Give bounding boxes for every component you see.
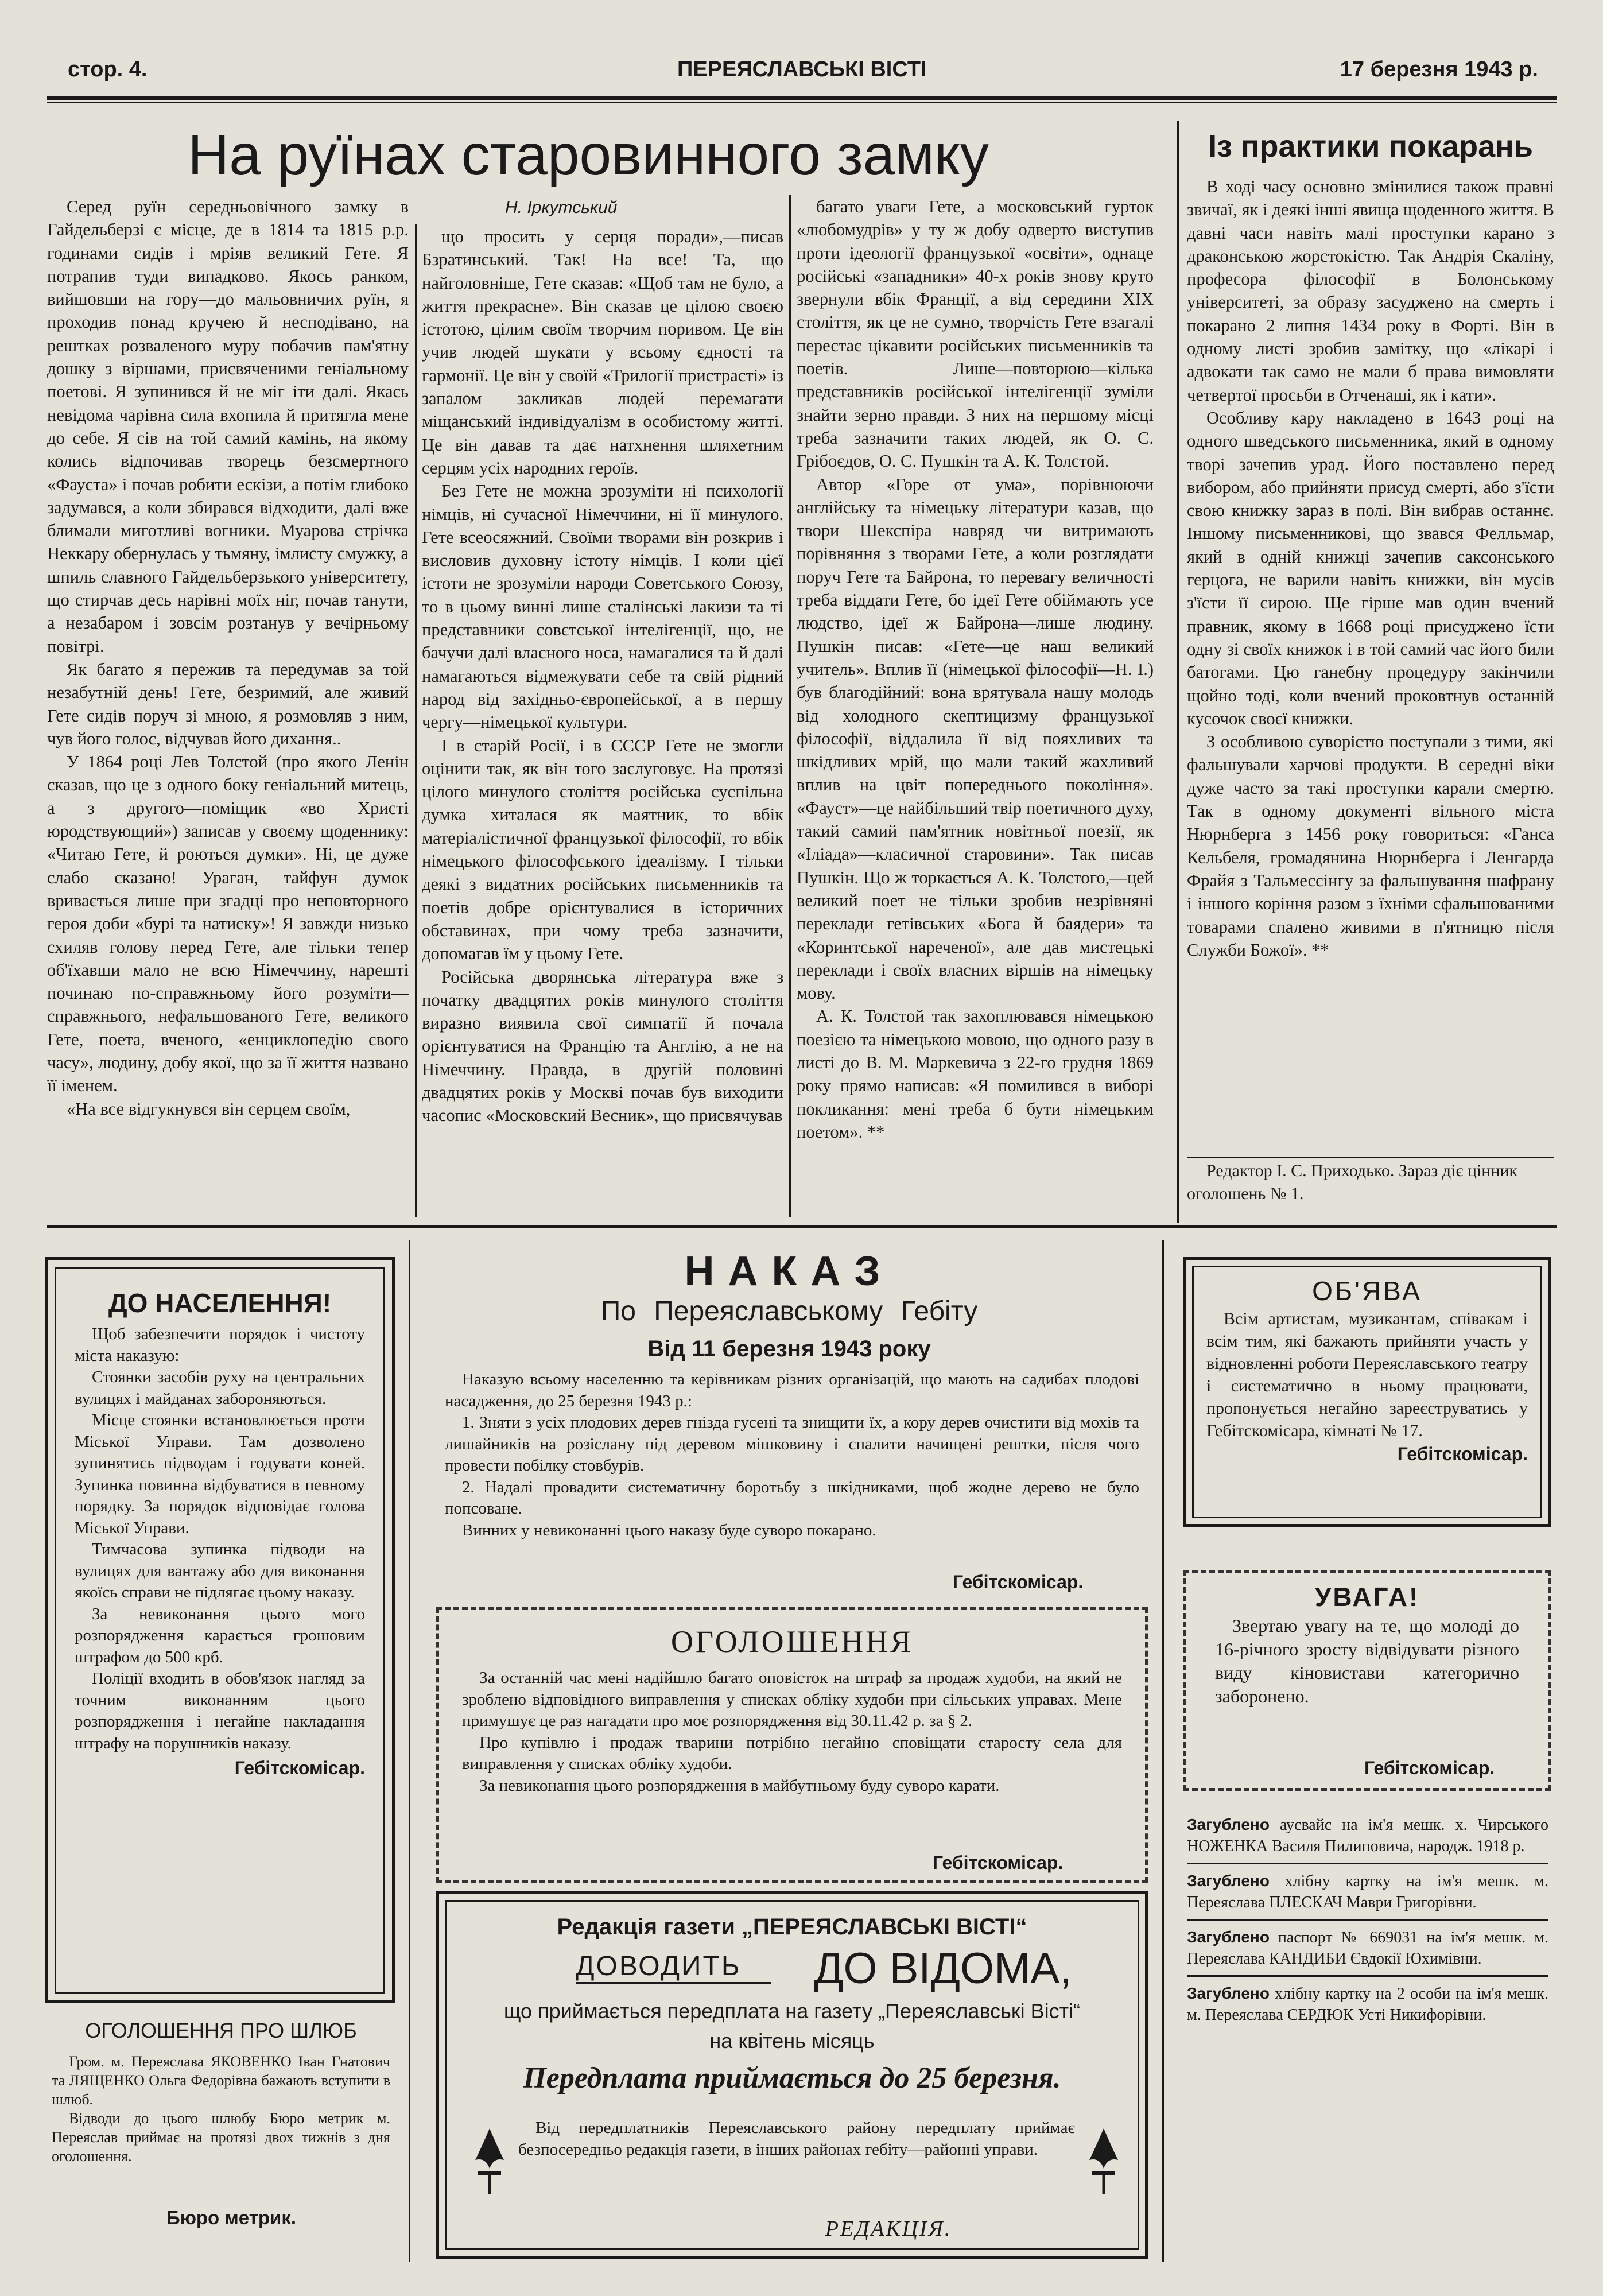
lost-word: Загублено [1187,1872,1270,1890]
subscription-box [436,1891,1148,2259]
lost-notice [1187,1814,1548,1857]
lost-rule [1187,1863,1548,1864]
artists-title: ОБ'ЯВА [1312,1276,1422,1306]
editor-rule [1187,1157,1554,1158]
page-number: стор. 4. [68,57,148,82]
lost-text: хлібну картку на 2 особи на ім'я мешк. м. Переяслава СЕРДЮК Усті Никифорівни. [1187,1985,1548,2024]
newspaper-name: ПЕРЕЯСЛАВСЬКІ ВІСТІ [677,57,927,82]
order-subtitle: По Переяславському Гебіту [600,1296,978,1327]
subscription-line-2a: ДОВОДИТЬ [576,1950,771,1984]
paragraph: За невиконання цього розпорядження в майбутньому буду суворо карати. [479,1776,1000,1795]
paragraph: Особливу кару накладено в 1643 році на одного шведського письменника, який в одному творі зачепив урад. Його поставлено перед вибором, або прийняти присуд смерті, або з'їсти свою книжку зараз в полі. Він вибрав останнє. Іншому письменникові, що звався Фелльмар, який в одній книжці зачепив саксонського герцога, не варили навіть книжки, він мусів з'їсти її сирою. Ще гірше мав один вчений правник, якому в 1668 році присуджено їсти одну зі своїх книжок і в той самий час його били батогами. Цю ганебну процедуру закінчили щойно тоді, коли вчений проковтнув останній кусочок своєї книжки. [1187,408,1554,728]
lost-word: Загублено [1187,1928,1270,1946]
lost-word: Загублено [1187,1984,1270,2002]
subscription-line-1: Редакція газети „ПЕРЕЯСЛАВСЬКІ ВІСТІ“ [557,1914,1027,1940]
subscription-line-2b: ДО ВІДОМА, [814,1944,1072,1993]
paragraph: Наказую всьому населенню та керівникам різних організацій, що мають на садибах плодові насадження, до 25 березня 1943 р.: [445,1370,1139,1410]
order-text [445,1369,1139,1541]
lost-rule [1187,1919,1548,1921]
paragraph: Відводи до цього шлюбу Бюро метрик м. Переяслав приймає на протязі двох тижнів з дня оголошення. [52,2110,390,2165]
order-signature: Гебітскомісар. [953,1572,1084,1592]
paragraph: З особливою суворістю поступали з тими, які фальшували харчові продукти. В середні віки дуже часто за такі проступки карали смертю. Так в одному документі вільного міста Нюрнберга з 1456 року говориться: «Ганса Кельбеля, громадянина Нюрнберга і Ленгарда Фрайя з Тальмессінгу за фальшування шафрану і іншого коріння разом з їхніми сфальшованими товарами спалено живими в п'ятницю після Служби Божої». ** [1187,732,1554,960]
paragraph: Тимчасова зупинка підводи на вулицях для вантажу або для виконання якоїсь справи не підлягає цьому наказу. [75,1540,365,1601]
lost-notice [1187,1870,1548,1913]
artists-inner [1192,1266,1542,1518]
paragraph: 2. Надалі провадити систематичну боротьбу з шкідниками, щоб жодне дерево не було попсоване. [445,1477,1139,1518]
paragraph: В ході часу основно змінилися також правні звичаї, як і деякі інші явища щоденного життя. В давні часи навіть малі проступки карано з драконською жорстокістю. Так Андрія Скаліну, професора філософії в Болонському університеті, за образу засуджено на смерть і покарано 2 липня 1434 року в Форті. Він в одному листі зробив замітку, що «лікарі і адвокати так само не мали б права вимовляти четвертої просьби в Отченаші, як і кати». [1187,177,1554,405]
section-rule [1177,121,1179,1223]
population-title: ДО НАСЕЛЕННЯ! [108,1288,332,1318]
paragraph: Серед руїн середньовічного замку в Гайдельберзі є місце, де в 1814 та 1815 р.р. годинами сидів і мріяв великий Гете. Я потрапив туди випадково. Якось ранком, вийшовши на гору—до мальовничих руїн, я проходив понад кручею й несподівано, на рештках розваленого муру побачив пам'ятну дошку з віршами, присвяченими геніальному поетові. Я зупинився й не міг іти далі. Якась невідома чарівна сила вхопила й притягла мене до себе. Я сів на той самий камінь, на якому колись відпочивав творець безсмертного «Фауста» і почав робити ескізи, а потім глибоко задумався, а коли збирався відходити, далі вже блимали миготливі вогники. Муарова стрічка Неккару обернулась у тьмяну, імлисту смужку, а шпиль славного Гайдельберзького університету, що стирчав десь нарівні моїх ніг, почав танути, а незабаром і зовсім розтанув у вечірньому повітрі. [47,197,409,656]
paragraph: Винних у невиконанні цього наказу буде суворо покарано. [462,1521,876,1539]
warning-text: Звертаю увагу на те, що молоді до 16-річного зросту відвідувати різного виду кіновистави категорично заборонено. [1215,1615,1519,1707]
paragraph: І в старій Росії, і в СССР Гете не змогли оцінити так, як він того заслуговує. На протязі цілого минулого століття російська суспільна думка хиталася як маятник, то вбік матеріалістичної французької філософії, то вбік німецького філософського ідеалізму. І тільки деякі з видатних російських письменників та поетів добре орієнтувалися в історичних обставинах, при чому треба зазначити, допомагав їм у цьому Гете. [422,735,783,964]
paragraph: що просить у серця поради»,—писав Бзратинський. Так! На все! Та, що найголовніше, Гете сказав: «Щоб там не було, а життя прекрасне». Він сказав це цілою своєю істотою, цілим своїм творчим поривом. Це він учив людей шукати у всьому єдності та гармонії. Це він у своїй «Трилогії пристрасті» із запалом закликав людей перемагати міщанський індивідуалізм в особистому житті. Це він давав та дає натхнення шляхетним серцям усіх народних героїв. [422,227,783,478]
paragraph: У 1864 році Лев Толстой (про якого Ленін сказав, що це з одного боку геніальний митець, а з другого—поміщик «во Христі юродствующий») записав у своєму щоденнику: «Читаю Гете, й роються думки». Ні, це дуже слабо сказано! Ураган, тайфун думок вривається лише при згадці про неповторного героя доби «бурі та натиску»! Я завжди низько схиляв голову перед Гете, але тільки тепер об'їхавши мало не всю Німеччину, нарешті починаю по-справжньому його розуміти—справжнього, нефальшованого Гете, великого Гете, поета, вченого, «енциклопедію свого часу», людину, добу якої, що за її життя названо її іменем. [47,752,409,1096]
announcement-text [439,1662,1145,1797]
marriage-text [52,2052,390,2166]
lost-notice [1187,1926,1548,1969]
subscription-line-5: Передплата приймається до 25 березня. [523,2062,1061,2095]
issue-date: 17 березня 1943 р. [1340,57,1538,82]
population-text [75,1324,365,1754]
subscription-signature: РЕДАКЦІЯ. [825,2217,952,2241]
paragraph: Про купівлю і продаж тварини потрібно негайно сповіщати старосту села для виправлення у списках обліку худоби. [462,1733,1122,1773]
paragraph: За невиконання цього мого розпорядження карається грошовим штрафом до 500 крб. [75,1604,365,1666]
subscription-text [518,2117,1075,2161]
lost-text: аусвайс на ім'я мешк. х. Чирського НОЖЕНКА Василя Пилиповича, народж. 1918 р. [1187,1816,1548,1855]
order-date: Від 11 березня 1943 року [647,1336,931,1362]
announcement-box [436,1607,1148,1883]
punishments-title: Із практики покарань [1208,129,1533,164]
lily-ornament-right-icon [1084,2123,1124,2197]
marriage-signature: Бюро метрик. [166,2207,297,2228]
lost-word: Загублено [1187,1816,1270,1833]
announcement-signature: Гебітскомісар. [933,1852,1064,1873]
lily-ornament-left-icon [469,2123,510,2197]
paragraph: Стоянки засобів руху на центральних вулицях і майданах забороняються. [75,1368,365,1408]
paragraph: 1. Зняти з усіх плодових дерев гнізда гусені та знищити їх, а кору дерев очистити від мохів та лишайників на розіслану під деревом мішковину і спалити начищені рештки, після чого провести побілку стовбурів. [445,1413,1139,1475]
paragraph: Без Гете не можна зрозуміти ні психології німців, ні сучасної Німеччини, ні її минулого. Гете всеосяжний. Своїми творами він розкрив і висловив духовну істоту німців. І коли цієї істоти не зрозуміли народи Советського Союзу, то в цьому винні лише сталінські лакизи та ті представники совєтської інтелігенції, що, не бачучи далі власного носа, намагалися та й далі намагаються відмежувати себе та свій рідний народ від західньо-європейської, а в першу чергу—німецької культури. [422,481,783,732]
lost-notices [1187,1814,1548,2026]
article-column-1 [47,195,409,1220]
column-rule [415,224,417,1217]
editor-line: Редактор І. С. Приходько. Зараз діє цінник оголошень № 1. [1187,1161,1518,1203]
warning-title: УВАГА! [1314,1582,1420,1612]
paragraph: Поліції входить в обов'язок нагляд за точним виконанням цього розпорядження і негайне накладання штрафу на порушників наказу. [75,1669,365,1752]
artists-signature: Гебітскомісар. [1397,1444,1528,1464]
paragraph: Російська дворянська література вже з початку двадцятих років минулого століття виразно виявила свої симпатії й почала орієнтуватися на Францію та Англію, а не на Німеччину. Правда, в другій половині двадцятих років у Москві почав був виходити часопис «Московский Весник», що присвячував [422,967,783,1126]
lost-text: хлібну картку на ім'я мешк. м. Переяслава ПЛЕСКАЧ Маври Григорівни. [1187,1872,1548,1911]
article-author: Н. Іркутський [505,198,618,217]
population-signature: Гебітскомісар. [234,1758,365,1778]
paragraph: «На все відгукнувся він серцем своїм, [67,1099,351,1119]
punishments-text [1187,175,1554,1159]
artists-notice [1183,1257,1551,1527]
paragraph: А. К. Толстой так захоплювався німецькою поезією та німецькою мовою, що одного разу в листі до В. М. Маркевича з 22-го грудня 1869 року прямо написав: «Я помилився в виборі покликання: мені треба б бути німецьким поетом». ** [797,1006,1154,1142]
article-column-3 [797,195,1154,1220]
paragraph: Гром. м. Переяслава ЯКОВЕНКО Іван Гнатович та ЛЯЩЕНКО Ольга Федорівна бажають вступити в шлюб. [52,2053,390,2108]
artists-text: Всім артистам, музикантам, співакам і всім тим, які бажають прийняти участь у відновленні роботи Переяславського театру і систематично в ньому працювати, пропонується негайно зареєструватись у Гебітскомісара, кімнаті № 17. [1206,1309,1528,1440]
marriage-title: ОГОЛОШЕННЯ ПРО ШЛЮБ [85,2019,357,2042]
column-rule [1162,1240,1164,2262]
subscription-line-3: що приймається передплата на газету „Переяславські Вісті“ [503,1999,1081,2023]
article-title: На руїнах старовинного замку [188,123,989,187]
order-title: НАКАЗ [684,1248,894,1294]
announcement-title: ОГОЛОШЕННЯ [670,1624,914,1659]
paragraph: багато уваги Гете, а московський гурток «любомудрів» у ту ж добу одверто виступив проти ідеології французької «освіти», однаце російські «западники» 40-х років знову круто звернули вбік Франції, а від середини XIX століття, як це не сумно, творчість Гете взагалі перестає цікавити російських письменників та поетів. Лише—повторюю—кілька представників російської інтелігенції зуміли знайти зерно правди. З них на першому місці треба зазначити таких людей, як О. С. Грібоєдов, О. С. Пушкін та А. К. Толстой. [797,197,1154,471]
subscription-inner [445,1900,1139,2250]
population-notice [45,1257,395,2003]
paragraph: Від передплатників Переяславського району передплату приймає безпосередньо редакція газети, в інших районах гебіту—районні управи. [518,2119,1075,2159]
header-rule [47,96,1557,100]
column-rule [409,1240,410,2262]
population-inner [55,1267,385,1994]
paragraph: Щоб забезпечити порядок і чистоту міста наказую: [75,1325,365,1365]
lost-notice [1187,1983,1548,2026]
paragraph: Як багато я пережив та передумав за той незабутній день! Гете, безримий, але живий Гете сидів поруч зі мною, я розмовляв з ним, чув його голос, відчував його дихання.. [47,659,409,748]
section-divider [47,1225,1557,1228]
lost-text: паспорт № 669031 на ім'я мешк. м. Переяслава КАНДИБИ Євдокії Юхимівни. [1187,1929,1548,1968]
paragraph: За останній час мені надійшло багато оповісток на штраф за продаж худоби, на який не зроблено відповідного виправлення у списках обліку худоби при сільських управах. Мене примушує це раз нагадати про моє розпорядження від 30.11.42 р. за § 2. [462,1669,1122,1730]
warning-signature: Гебітскомісар. [1364,1758,1495,1778]
lost-rule [1187,1975,1548,1977]
paragraph: Автор «Горе от ума», порівнюючи англійську та німецьку літератури казав, що твори Шекспіра навряд чи витримають порівняння з творами Гете, а коли розглядати поруч Гете та Байрона, то перевагу величності треба віддати Гете, бо ідеї Гете обіймають усе людство, ідеї ж Байрона—лише людину. Пушкін писав: «Гете—це наш великий учитель». Вплив її (німецької філософії—Н. І.) був благодійний: вона врятувала нашу молодь від холодного скептицизму французької філософії, віддалила її від пояхливих та шкідливих мрій, що мали такий жахливий вплив на цвіт попереднього покоління». «Фауст»—це найбільший твір поетичного духу, такий самий пам'ятник новітньої поезії, як «Іліада»—класичної старовини». Так писав Пушкін. Що ж торкається А. К. Толстого,—цей великий поет не тільки зробив незрівняні переклади гетівських «Бога й баядери» та «Коринтської нареченої», але дав мистецькі переклади і своїх власних віршів на німецьку мову. [797,474,1154,1003]
article-column-2 [422,225,783,1220]
warning-notice [1183,1570,1551,1791]
subscription-line-4: на квітень місяць [709,2029,875,2053]
paragraph: Місце стоянки встановлюється проти Міської Управи. Там дозволено зупинятись підводам і годувати коней. Зупинка повинна відбуватися в певному порядку. За порядок відповідає голова Міської Управи. [75,1411,365,1537]
column-rule [789,195,791,1217]
header-rule-thin [47,102,1557,103]
